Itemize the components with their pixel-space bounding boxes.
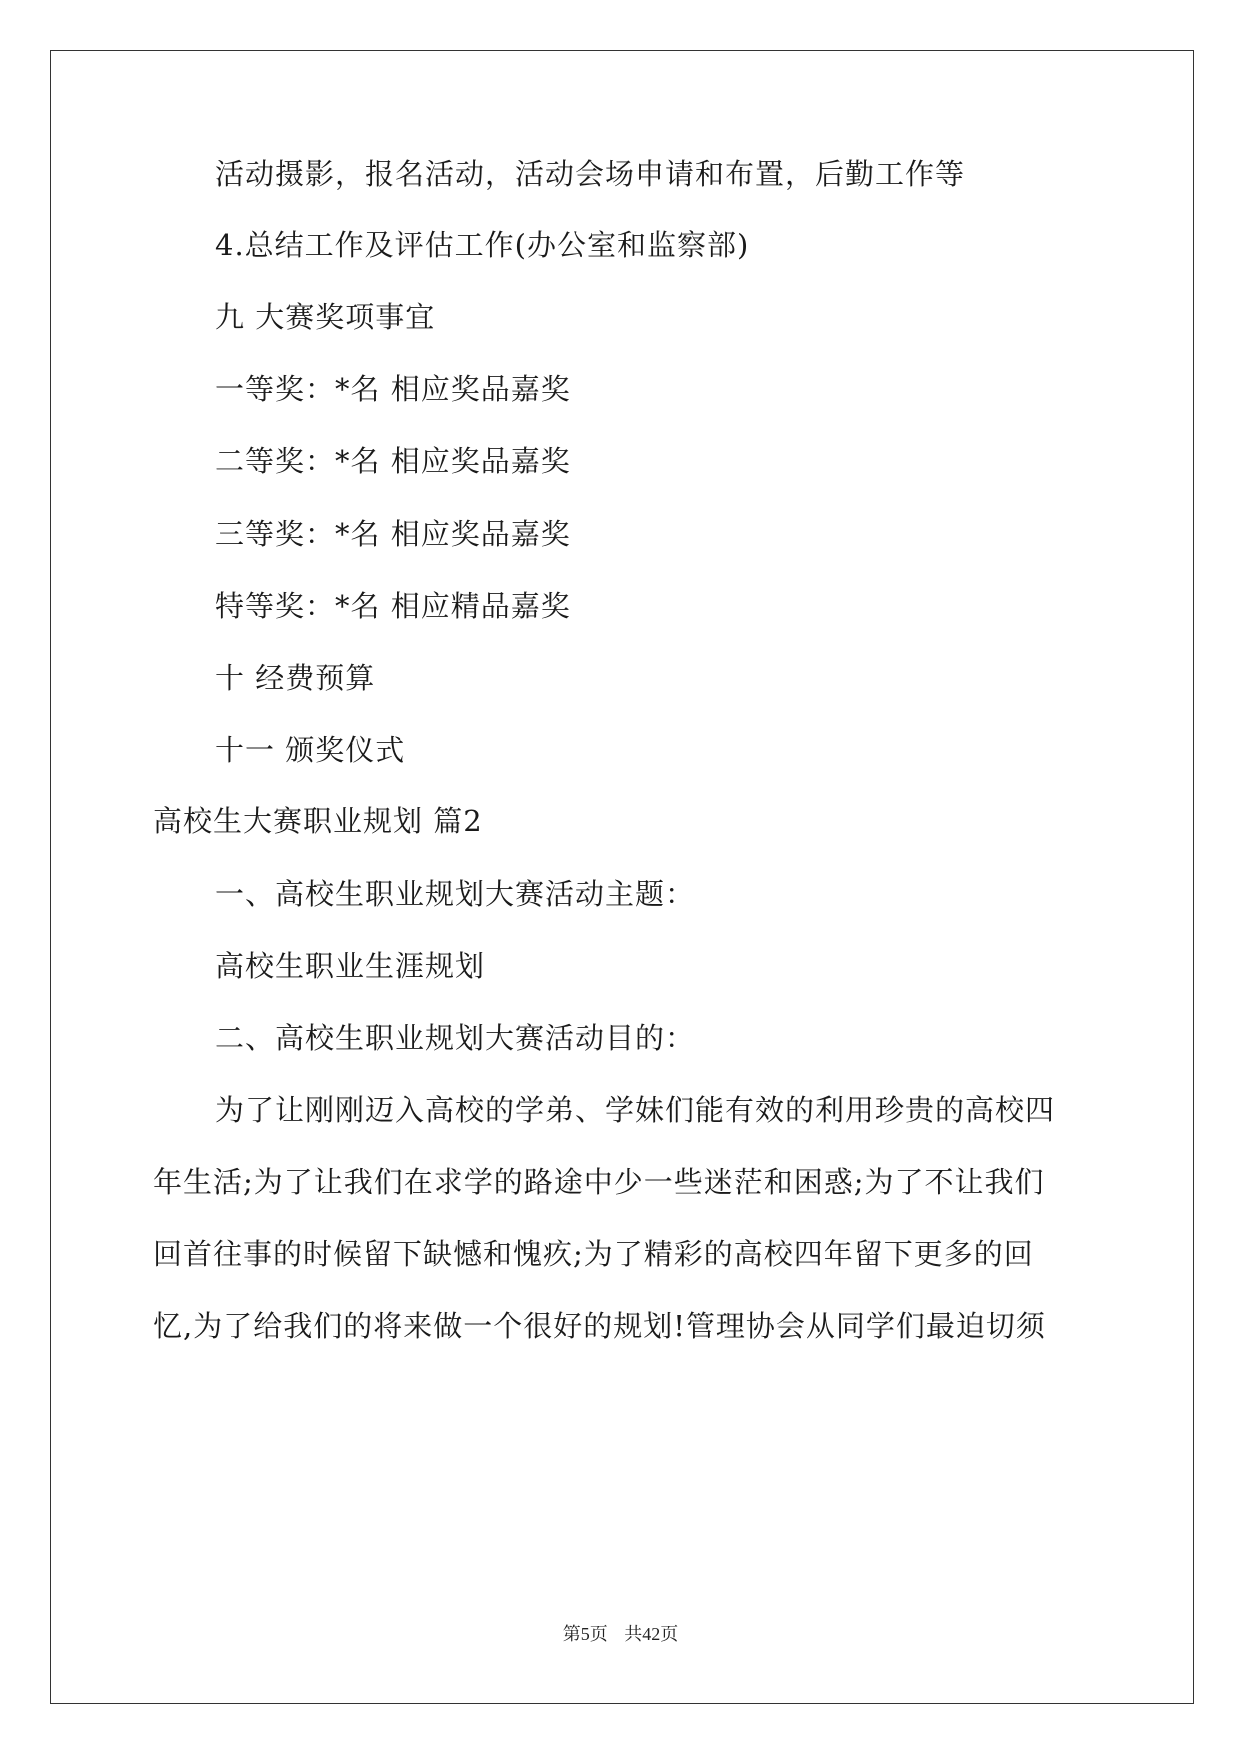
paragraph-line: 回首往事的时候留下缺憾和愧疚;为了精彩的高校四年留下更多的回 [153, 1237, 1034, 1271]
section-heading: 九 大赛奖项事宜 [215, 300, 436, 334]
text-line: 三等奖：*名 相应奖品嘉奖 [215, 517, 571, 551]
section-heading: 二、高校生职业规划大赛活动目的： [215, 1021, 696, 1055]
page-footer [0, 1622, 1241, 1646]
page-number: 第5页 [562, 1624, 608, 1644]
paragraph-line: 年生活;为了让我们在求学的路途中少一些迷茫和困惑;为了不让我们 [153, 1165, 1045, 1199]
section-heading: 十 经费预算 [215, 661, 376, 695]
section-heading: 十一 颁奖仪式 [215, 733, 406, 767]
paragraph-line: 忆,为了给我们的将来做一个很好的规划!管理协会从同学们最迫切须 [153, 1309, 1046, 1343]
section-heading: 一、高校生职业规划大赛活动主题： [215, 877, 696, 911]
total-pages: 共42页 [624, 1624, 679, 1644]
article-title: 高校生大赛职业规划 篇2 [153, 804, 483, 838]
text-line: 高校生职业生涯规划 [215, 949, 486, 983]
text-line: 4.总结工作及评估工作(办公室和监察部) [215, 228, 750, 262]
text-line: 活动摄影，报名活动，活动会场申请和布置，后勤工作等 [215, 157, 966, 191]
text-line: 一等奖：*名 相应奖品嘉奖 [215, 372, 571, 406]
text-line: 特等奖：*名 相应精品嘉奖 [215, 589, 571, 623]
paragraph-line: 为了让刚刚迈入高校的学弟、学妹们能有效的利用珍贵的高校四 [215, 1093, 1056, 1127]
text-line: 二等奖：*名 相应奖品嘉奖 [215, 444, 571, 478]
